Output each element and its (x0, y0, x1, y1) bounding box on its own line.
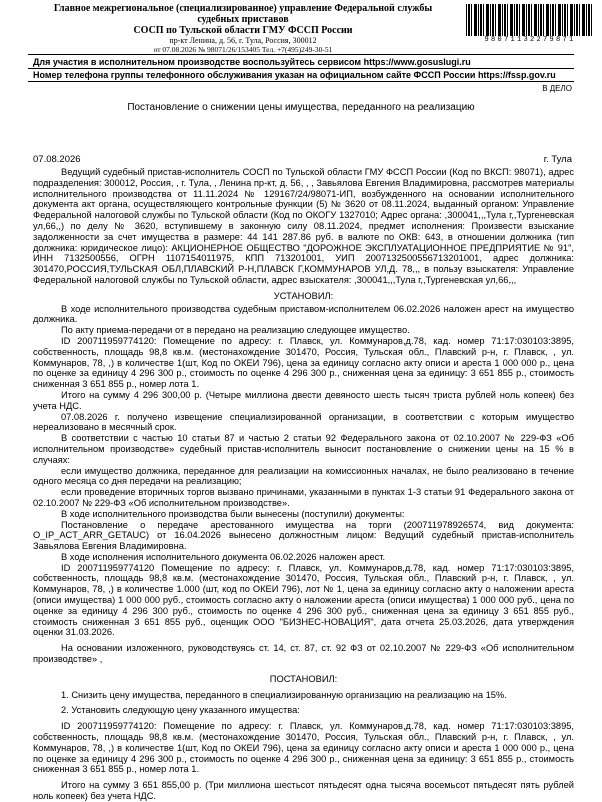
established-paragraph: На основании изложенного, руководствуясь ст. 14, ст. 87, ст. 92 ФЗ от 02.10.2007 № 229-ФЗ «Об исполнительном производстве» , (33, 643, 574, 665)
established-paragraph: В ходе исполнения исполнительного документа 06.02.2026 наложен арест. (61, 551, 386, 562)
document-city: г. Тула (543, 154, 572, 165)
letterhead (33, 3, 453, 54)
resolved-heading: ПОСТАНОВИЛ: (269, 673, 338, 684)
established-heading: УСТАНОВИЛ: (273, 290, 334, 301)
resolved-paragraph: 2. Установить следующую цену указанного имущества: (61, 705, 300, 716)
intro-paragraph: Ведущий судебный пристав-исполнитель СОСП по Тульской области ГМУ ФССП России (Код по ВКСП: 98071), адрес подразделения: 300012, Россия, , г. Тула, , Ленина пр-кт, д. 56, , , Завьялова Евгения Владимировна, рассмотрев материалы исполнительного производства от 11.11.2024 № 129167/24/98071-ИП, возбужденного на основании исполнительного документа акт органа, осуществляющего контрольные функции (5) № 3620 от 08.11.2024, выданный органом: Управление Федеральной налоговой службы по Тульской области (Код по ОКОГУ 1327010; Адрес органа: ,300041,,,Тула г,,Тургеневская ул,66,,) по делу № 3620, вступившему в законную силу 08.11.2024, предмет исполнения: Произвести взыскание задолженности за счет имущества в размере: 44 141 287.86 руб. в валюте по ОКВ: 643, в отношении должника (тип должника: юридическое лицо): АКЦИОНЕРНОЕ ОБЩЕСТВО "ДОРОЖНОЕ ЭКСПЛУАТАЦИОННОЕ ПРЕДПРИЯТИЕ № 91", ИНН 7132500556, ОГРН 1107154011975, КПП 713201001, УИП 2007132500556713201001, адрес должника: 301470,РОССИЯ,ТУЛЬСКАЯ ОБЛ,ПЛАВСКИЙ Р-Н,ПЛАВСК Г,КОММУНАРОВ УЛ,Д. 78,,, в пользу взыскателя: Управление Федеральной налоговой службы по Тульской области, адрес взыскателя: ,300041,,,Тула г,,Тургеневская ул,66,,, (33, 167, 574, 285)
resolved-paragraph: ID 200711959774120: Помещение по адресу: г. Плавск, ул. Коммунаров,д.78, кад. номер 71:17:030103:3895, собственность, площадь 98,8 кв.м. (местонахождение 301470, Россия, Тульская обл., Плавский р-н, г. Плавск, , ул. Коммунаров, 78, ,) в количестве 1(шт, Код по ОКЕИ 796), цена за единицу согласно акту описи и ареста 1 000 000 р., цена по оценке за единицу 4 296 300 р., стоимость по оценке 4 296 300 р., сниженная цена за единицу: 3 651 855 р., стоимость сниженная 3 651 855 р., номер лота 1. (33, 721, 574, 775)
document-date: 07.08.2026 (33, 154, 81, 165)
document-body (33, 167, 574, 802)
department-address: пр-кт Ленина, д. 56, г. Тула, Россия, 300012 (169, 36, 317, 45)
established-paragraph: В ходе исполнительного производства судебным приставом-исполнителем 06.02.2026 наложен арест на имущество должника. (33, 303, 574, 325)
resolved-paragraph: Итого на сумму 3 651 855,00 р. (Три миллиона шестьсот пятьдесят одна тысяча восемьсот пятьдесят пять рублей ноль копеек) без учета НДС. (33, 780, 574, 802)
phone-notice: Номер телефона группы телефонного обслуживания указан на официальном сайте ФССП России https://fssp.gov.ru (33, 70, 556, 80)
divider (28, 68, 574, 69)
established-paragraph: По акту приема-передачи от в передано на реализацию следующее имущество. (61, 325, 410, 336)
resolved-paragraph: 1. Снизить цену имущества, переданного в специализированную организацию на реализацию на 15%. (61, 689, 507, 700)
divider (28, 81, 574, 82)
barcode-number: 98071132279871 (484, 36, 576, 44)
document-number-phone: от 07.08.2026 № 98071/26/153405 Тел. +7(495)249-30-51 (153, 45, 333, 54)
established-paragraph: ID 200711959774120 Помещение по адресу: г. Плавск, ул. Коммунаров,д.78, кад. номер 71:17:030103:3895, собственность, площадь 98,8 кв.м. (местонахождение 301470, Россия, Тульская обл., Плавский р-н, г. Плавск, , ул. Коммунаров, 78, ,) в количестве 1.000 (шт, код по ОКЕИ 796), лот № 1, цена за единицу согласно акту о наложении ареста (описи имущества) 1 000 000 руб., стоимость согласно акту о наложении ареста (описи имущества) 1 000 000 руб., цена по оценке за единицу 4 296 300 руб., стоимость по оценке 4 296 300 руб., сниженная цена за единицу 3 651 855 руб., стоимость сниженная 3 651 855 руб., оценщик ООО "БИЗНЕС-НОВАЦИЯ", дата отчета 25.03.2026, дата утверждения оценки 31.03.2026. (33, 562, 574, 638)
gosuslugi-notice: Для участия в исполнительном производстве воспользуйтесь сервисом https://www.gosuslugi.ru (33, 57, 471, 67)
filing-mark: В ДЕЛО (542, 84, 572, 93)
barcode (466, 4, 594, 44)
established-paragraph: ID 200711959774120: Помещение по адресу: г. Плавск, ул. Коммунаров,д.78, кад. номер 71:17:030103:3895, собственность, площадь 98,8 кв.м. (местонахождение 301470, Россия, Тульская обл., Плавский р-н, г. Плавск, , ул. Коммунаров, 78, ,) в количестве 1(шт, Код по ОКЕИ 796), цена за единицу согласно акту описи и ареста 1 000 000 р., цена по оценке за единицу 4 296 300 р., стоимость по оценке 4 296 300 р., сниженная цена за единицу: 3 651 855 р., стоимость сниженная 3 651 855 р., номер лота 1. (33, 335, 574, 390)
established-paragraph: В ходе исполнительного производства были вынесены (поступили) документы: (61, 508, 405, 519)
established-paragraph: Итого на сумму 4 296 300,00 р. (Четыре миллиона двести девяносто шесть тысяч триста рублей ноль копеек) без учета НДС. (33, 389, 574, 411)
established-paragraph: Постановление о передаче арестованного имущества на торги (200711978926574, вид документа: O_IP_ACT_ARR_GETAUC) от 16.04.2026 вынесено должностным лицом: Ведущий судебный пристав-исполнитель Завьялова Евгения Владимировна. (33, 519, 574, 552)
divider (28, 54, 574, 55)
agency-name: Главное межрегиональное (специализированное) управление Федеральной службы судебных приставов (53, 3, 433, 25)
established-paragraph: 07.08.2026 г. получено извещение специализированной организации, в соответствии с которым имущество нереализовано в месячный срок. (33, 411, 574, 433)
established-paragraph: если имущество должника, переданное для реализации на комиссионных началах, не было реализовано в течение одного месяца со дня передачи на реализацию; (33, 465, 574, 487)
document-title: Постановление о снижении цены имущества, переданного на реализацию (127, 102, 475, 113)
department-name: СОСП по Тульской области ГМУ ФССП России (133, 25, 353, 36)
established-paragraph: если проведение вторичных торгов вызвано причинами, указанными в пунктах 1-3 статьи 91 Федерального закона от 02.10.2007 № 229-ФЗ «Об исполнительном производстве». (33, 487, 574, 508)
barcode-bars (466, 4, 594, 36)
established-paragraph: В соответствии с частью 10 статьи 87 и частью 2 статьи 92 Федерального закона от 02.10.2007 № 229-ФЗ «Об исполнительном производстве» судебный пристав-исполнитель выносит постановление о снижении цены на 15 % в случаях: (33, 433, 574, 465)
